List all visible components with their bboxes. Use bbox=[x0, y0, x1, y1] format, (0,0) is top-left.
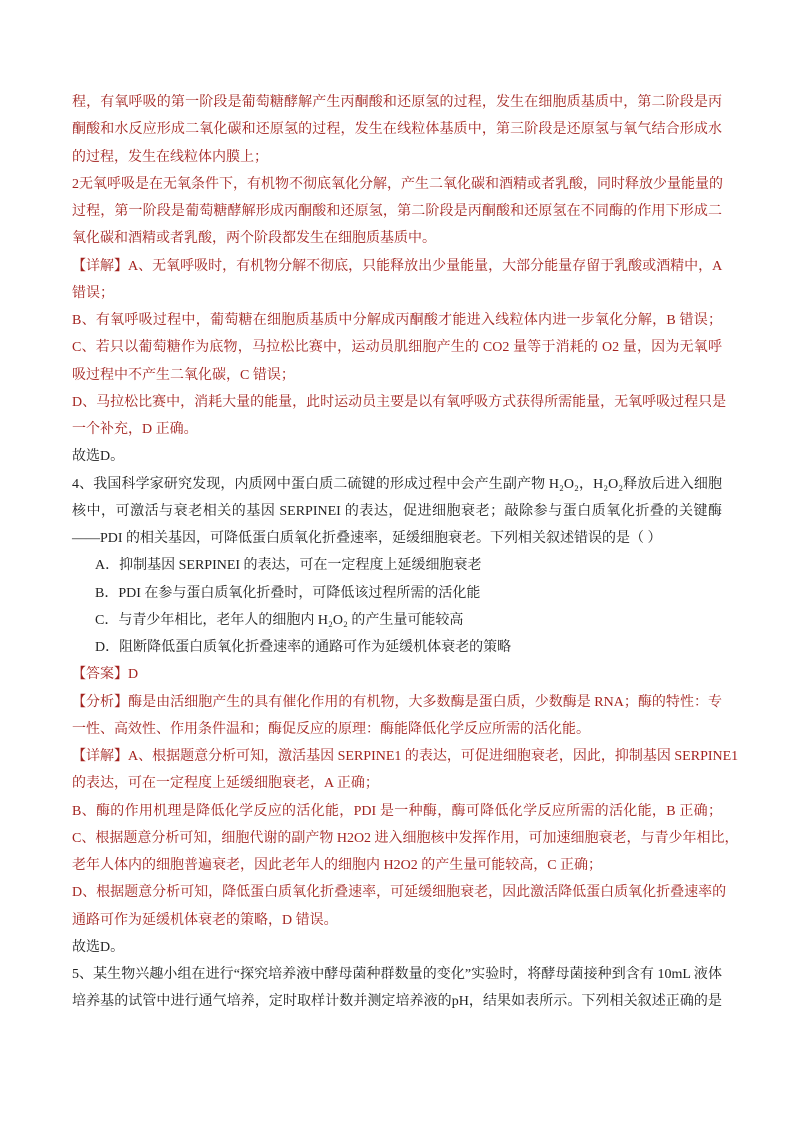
detail-line: 老年人体内的细胞普遍衰老，因此老年人的细胞内 H2O2 的产生量可能较高，C 正确； bbox=[72, 858, 603, 873]
solution-line: 2无氧呼吸是在无氧条件下，有机物不彻底氧化分解，产生二氧化碳和酒精或者乳酸，同时释放少量能量的 bbox=[72, 176, 723, 192]
solution-line: 程，有氧呼吸的第一阶段是葡萄糖酵解产生丙酮酸和还原氢的过程，发生在细胞质基质中，第二阶段是丙 bbox=[72, 95, 722, 110]
detail-line: 【详解】A、无氧呼吸时，有机物分解不彻底，只能释放出少量能量，大部分能量存留于乳酸或酒精中，A bbox=[72, 258, 723, 274]
detail-line: 【详解】A、根据题意分析可知，激活基因 SERPINE1 的表达，可促进细胞衰老，因此，抑制基因 SERPINE1 bbox=[72, 749, 739, 764]
option-b: B．PDI 在参与蛋白质氧化折叠时，可降低该过程所需的活化能 bbox=[95, 585, 481, 601]
detail-line: 一个补充，D 正确。 bbox=[72, 422, 198, 437]
analysis-line: 一性、高效性、作用条件温和；酶促反应的原理：酶能降低化学反应所需的活化能。 bbox=[72, 721, 590, 737]
page-content bbox=[72, 89, 739, 1016]
solution-line: 酮酸和水反应形成二氧化碳和还原氢的过程，发生在线粒体基质中，第三阶段是还原氢与氧气结合形成水 bbox=[72, 122, 722, 138]
detail-line: B、有氧呼吸过程中，葡萄糖在细胞质基质中分解成丙酮酸才能进入线粒体内进一步氧化分解，B 错误； bbox=[72, 313, 722, 328]
detail-line: 通路可作为延缓机体衰老的策略，D 错误。 bbox=[72, 912, 338, 928]
option-d: D．阻断降低蛋白质氧化折叠速率的通路可作为延缓机体衰老的策略 bbox=[95, 640, 512, 655]
question-stem-line: ——PDI 的相关基因，可降低蛋白质氧化折叠速率，延缓细胞衰老。下列相关叙述错误的是（ ） bbox=[72, 531, 662, 546]
q5-question bbox=[72, 961, 732, 1016]
question-stem-line: 核中，可激活与衰老相关的基因 SERPINEI 的表达，促进细胞衰老；敲除参与蛋白质氧化折叠的关键酶 bbox=[72, 503, 722, 519]
q4-answer: 【答案】D bbox=[72, 667, 139, 683]
detail-line: D、马拉松比赛中，消耗大量的能量，此时运动员主要是以有氧呼吸方式获得所需能量，无氧呼吸过程只是 bbox=[72, 394, 727, 410]
solution-line: 过程，第一阶段是葡萄糖酵解形成丙酮酸和还原氢，第二阶段是丙酮酸和还原氢在不同酶的作用下形成二 bbox=[72, 204, 722, 219]
solution-line: 氧化碳和酒精或者乳酸，两个阶段都发生在细胞质基质中。 bbox=[72, 231, 436, 247]
q4-question bbox=[72, 471, 732, 662]
detail-line: 错误； bbox=[72, 285, 114, 301]
question-stem-line: 培养基的试管中进行通气培养，定时取样计数并测定培养液的pH，结果如表所示。下列相关叙述正确的是 bbox=[72, 994, 722, 1010]
q3-solution-detail bbox=[72, 253, 732, 444]
solution-line: 的过程，发生在线粒体内膜上； bbox=[72, 149, 268, 165]
q3-conclusion: 故选D。 bbox=[72, 449, 125, 465]
detail-line: 吸过程中不产生二氧化碳，C 错误； bbox=[72, 367, 295, 383]
q4-analysis bbox=[72, 689, 732, 744]
question-stem-line: 5、某生物兴趣小组在进行“探究培养液中酵母菌种群数量的变化”实验时，将酵母菌接种到含有 10mL 液体 bbox=[72, 967, 722, 982]
detail-line: B、酶的作用机理是降低化学反应的活化能，PDI 是一种酶，酶可降低化学反应所需的活化能，B 正确； bbox=[72, 803, 722, 819]
analysis-line: 【分析】酶是由活细胞产生的具有催化作用的有机物，大多数酶是蛋白质，少数酶是 RNA；酶的特性：专 bbox=[72, 694, 722, 710]
detail-line: C、根据题意分析可知，细胞代谢的副产物 H2O2 进入细胞核中发挥作用，可加速细胞衰老，与青少年相比， bbox=[72, 830, 739, 846]
detail-line: 的表达，可在一定程度上延缓细胞衰老，A 正确； bbox=[72, 776, 379, 792]
detail-line: C、若只以葡萄糖作为底物，马拉松比赛中，运动员肌细胞产生的 CO2 量等于消耗的 O2 量，因为无氧呼 bbox=[72, 340, 722, 356]
q3-solution-background bbox=[72, 89, 732, 253]
option-a: A．抑制基因 SERPINEI 的表达，可在一定程度上延缓细胞衰老 bbox=[95, 558, 482, 574]
option-c: C．与青少年相比，老年人的细胞内 H₂O₂ 的产生量可能较高 bbox=[95, 612, 464, 628]
q4-conclusion: 故选D。 bbox=[72, 939, 125, 955]
q4-detail bbox=[72, 743, 739, 934]
question-stem-line: 4、我国科学家研究发现，内质网中蛋白质二硫键的形成过程中会产生副产物 H₂O₂，H₂O₂释放后进入细胞 bbox=[72, 476, 722, 492]
detail-line: D、根据题意分析可知，降低蛋白质氧化折叠速率，可延缓细胞衰老，因此激活降低蛋白质氧化折叠速率的 bbox=[72, 885, 727, 901]
